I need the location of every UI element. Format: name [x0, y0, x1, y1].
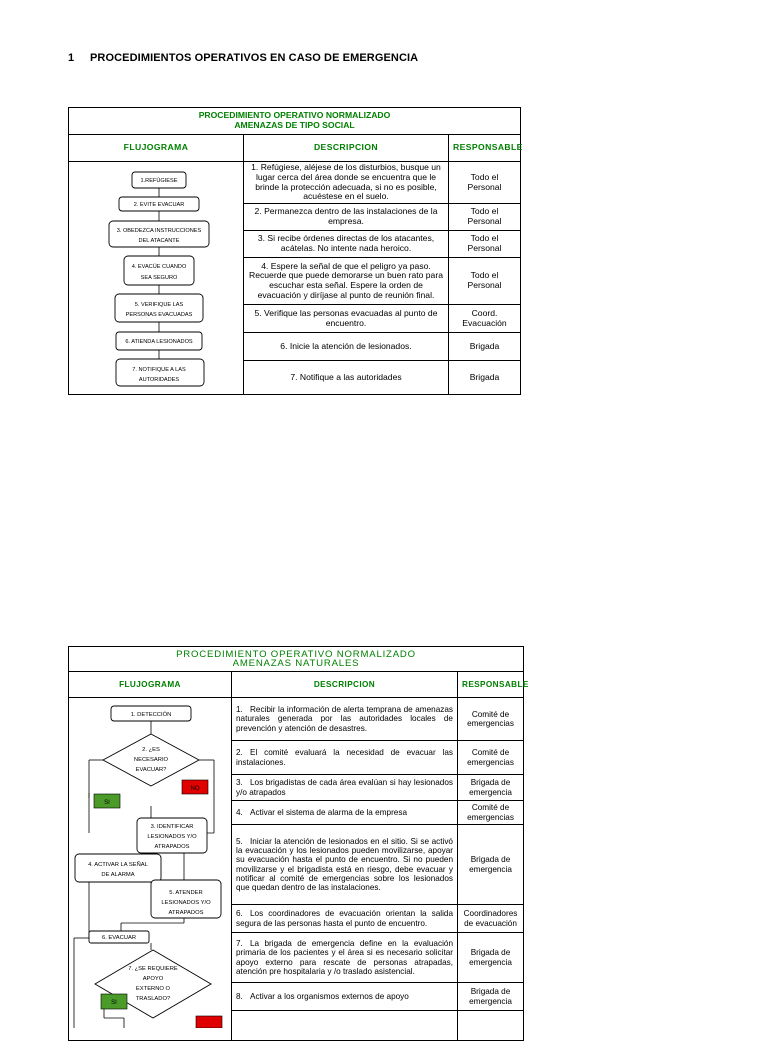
section-heading [68, 52, 418, 64]
flowchart-natural [69, 698, 232, 1028]
flow-text-3c: ATRAPADOS [154, 844, 190, 850]
flow-si-2: SI [111, 1000, 117, 1006]
procedure-table-natural [68, 646, 529, 1041]
table-row-resp: Todo el Personal [449, 258, 521, 305]
table-title [69, 647, 524, 672]
table-row-resp [458, 1011, 524, 1041]
table-row-resp: Todo el Personal [449, 231, 521, 258]
table-row-desc: 8. Activar a los organismos externos de apoyo [232, 983, 458, 1011]
flow-text-7a: 7. NOTIFIQUE A LAS [132, 367, 186, 373]
flow-no: NO [190, 786, 200, 792]
flowchart-social [69, 162, 244, 395]
flow-text-3b: DEL ATACANTE [138, 238, 180, 244]
column-header-flujograma: FLUJOGRAMA [69, 672, 232, 698]
table-row-desc: 6. Los coordinadores de evacuación orientan la salida segura de las personas hasta el punto de encuentro. [232, 905, 458, 933]
flow-text-2c: EVACUAR? [135, 767, 167, 773]
table-row-desc: 2. Permanezca dentro de las instalaciones de la empresa. [244, 204, 449, 231]
table-title [69, 108, 521, 135]
table-title-line2: AMENAZAS NATURALES [232, 658, 360, 669]
flow-text-4a: 4. ACTIVAR LA SEÑAL [88, 862, 148, 868]
table-row-resp: Brigada [449, 361, 521, 395]
flow-text-2b: NECESARIO [133, 757, 169, 763]
section-number: 1 [68, 52, 75, 64]
flow-text-7d: TRASLADO? [135, 996, 171, 1002]
flow-text-2: 2. EVITE EVACUAR [133, 202, 185, 208]
table-row-desc: 2. El comité evaluará la necesidad de evacuar las instalaciones. [232, 741, 458, 775]
column-header-responsable: RESPONSABLE [458, 672, 524, 698]
flow-text-5b: PERSONAS EVACUADAS [125, 312, 193, 318]
table-row-resp: Todo el Personal [449, 204, 521, 231]
table-row-resp: Todo el Personal [449, 162, 521, 204]
table-row-desc: 7. Notifique a las autoridades [244, 361, 449, 395]
flow-text-6: 6. EVACUAR [101, 935, 137, 941]
table-row-desc: 4. Espere la señal de que el peligro ya paso. Recuerde que puede demorarse un buen rato para escuchar esta señal. Espere la orden de evacuación y diríjase al punto de reunión final. [244, 258, 449, 305]
flow-si: SI [104, 800, 110, 806]
table-row-resp: Brigada de emergencia [458, 933, 524, 983]
table-row-resp: Comité de emergencias [458, 741, 524, 775]
table-row-desc: 5. Verifique las personas evacuadas al punto de encuentro. [244, 305, 449, 333]
flow-text-4a: 4. EVACÚE CUANDO [131, 264, 187, 270]
flow-text-2a: 2. ¿ES [142, 747, 160, 753]
table-row-resp: Brigada de emergencia [458, 775, 524, 801]
table-row-resp: Brigada [449, 333, 521, 361]
table-row-resp: Brigada de emergencia [458, 825, 524, 905]
flow-text-7c: EXTERNO O [135, 986, 171, 992]
column-header-responsable: RESPONSABLE [449, 135, 521, 162]
flowchart-cell [69, 698, 232, 1041]
table-title-line2: AMENAZAS DE TIPO SOCIAL [234, 120, 355, 130]
table-row-resp: Comité de emergencias [458, 801, 524, 825]
flow-text-3a: 3. OBEDEZCA INSTRUCCIONES [116, 228, 202, 234]
procedure-table-social [68, 107, 521, 395]
flow-text-4b: SEA SEGURO [140, 275, 178, 281]
table-row-desc: 7. La brigada de emergencia define en la evaluación primaria de los pacientes y el área si es necesario solicitar apoyo externo para rescate de personas atrapadas, atención pre hospitalaria y /o traslado asistencial. [232, 933, 458, 983]
column-header-descripcion: DESCRIPCION [244, 135, 449, 162]
flow-text-4b: DE ALARMA [101, 872, 135, 878]
table-row-desc: 6. Inicie la atención de lesionados. [244, 333, 449, 361]
section-title: PROCEDIMIENTOS OPERATIVOS EN CASO DE EMERGENCIA [90, 52, 419, 64]
table-title-line1: PROCEDIMIENTO OPERATIVO NORMALIZADO [198, 110, 391, 121]
flow-text-5a: 5. ATENDER [169, 890, 203, 896]
flow-text-6: 6. ATIENDA LESIONADOS [125, 339, 193, 345]
flow-text-1: 1.REFÚGIESE [140, 178, 178, 184]
column-header-flujograma: FLUJOGRAMA [69, 135, 244, 162]
table-row-resp: Brigada de emergencia [458, 983, 524, 1011]
column-header-descripcion: DESCRIPCION [232, 672, 458, 698]
flowchart-cell [69, 162, 244, 395]
table-row-resp: Coordinadores de evacuación [458, 905, 524, 933]
table-row-resp: Comité de emergencias [458, 698, 524, 741]
flow-text-5b: LESIONADOS Y/O [161, 900, 211, 906]
table-row-desc: 5. Iniciar la atención de lesionados en el sitio. Si se activó la evacuación y los lesionados pueden movilizarse, apoyar su evacuación hasta el punto de encuentro. Si no pueden movilizarse y el brigadista está en riesgo, debe evacuar y notificar al comité de emergencias sobre los lesionados que quedan dentro de las instalaciones. [232, 825, 458, 905]
table-row-desc: 1. Refúgiese, aléjese de los disturbios, busque un lugar cerca del área donde se encuentra que le brinde la protección adecuada, si no es posible, acuéstese en el suelo. [244, 162, 449, 204]
flow-text-7a: 7. ¿SE REQUIERE [128, 966, 178, 972]
flow-text-7b: AUTORIDADES [138, 377, 180, 383]
flow-text-5a: 5. VERIFIQUE LAS [134, 302, 184, 308]
table-row-desc: 4. Activar el sistema de alarma de la empresa [232, 801, 458, 825]
flow-text-3a: 3. IDENTIFICAR [150, 824, 194, 830]
table-title-line1: PROCEDIMIENTO OPERATIVO NORMALIZADO [176, 648, 416, 660]
table-row-desc: 1. Recibir la información de alerta temprana de amenazas naturales generada por las autoridades locales de prevención y atención de desastres. [232, 698, 458, 741]
table-row-desc: 3. Si recibe órdenes directas de los atacantes, acátelas. No intente nada heroico. [244, 231, 449, 258]
flow-text-3b: LESIONADOS Y/O [147, 834, 197, 840]
table-row-resp: Coord. Evacuación [449, 305, 521, 333]
no-label-box-2 [196, 1016, 222, 1028]
flow-text-5c: ATRAPADOS [168, 910, 204, 916]
table-row-desc [232, 1011, 458, 1041]
flow-text-7b: APOYO [142, 976, 164, 982]
table-row-desc: 3. Los brigadistas de cada área evalúan si hay lesionados y/o atrapados [232, 775, 458, 801]
flow-text-1: 1. DETECCIÓN [130, 712, 172, 718]
